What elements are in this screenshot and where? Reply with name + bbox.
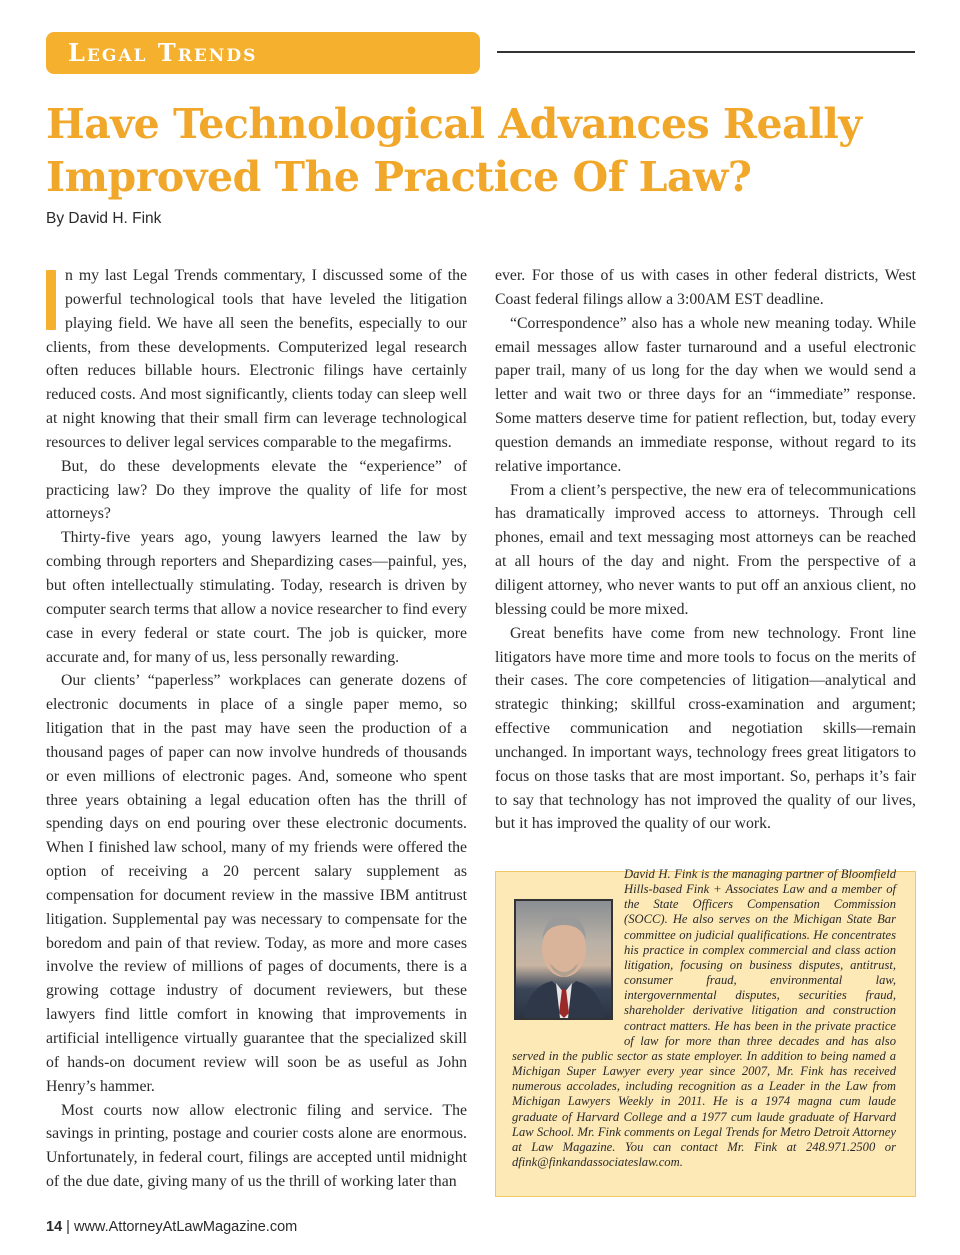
footer-separator: | (66, 1219, 70, 1235)
paragraph: Thirty-five years ago, young lawyers learned the law by combing through reporters and Shepardizing cases—painful, yes, but often intellectually stimulating. Today, research is driven by computer search terms that allow a novice researcher to find every case in every federal or state court. The job is quicker, more accurate and, for many of us, less personally rewarding. (46, 529, 467, 666)
paragraph: Most courts now allow electronic filing and service. The savings in printing, postage and courier costs alone are enormous. Unfortunately, in federal court, filings are accepted until midnight of the due date, giving many of us the thrill of working later than (46, 1101, 467, 1191)
paragraph: Great benefits have come from new technology. Front line litigators have more time and more tools to focus on the merits of their cases. The core competencies of litigation—analytical and strategic thinking; skillful cross-examination and argument; effective communication and negotiation skills—remain unchanged. In important ways, technology frees great litigators to focus on those tasks that are most important. So, perhaps it’s fair to say that technology has not improved the quality of our lives, but it has improved the quality of our work. (495, 624, 916, 833)
article-headline: Have Technological Advances Really Improved The Practice Of Law? (46, 100, 862, 201)
drop-cap-bar (46, 270, 56, 330)
bio-paragraph: David H. Fink is the managing partner of Bloomfield Hills-based Fink + Associates Law and a member of the State Officers Compensation Commission (SOCC). He also serves on the Michigan State Bar committee on judicial qualifications. He concentrates his practice in complex commercial and class action litigation, focusing on business disputes, antitrust, consumer fraud, environmental law, intergovernmental disputes, securities fraud, shareholder derivative litigation and construction contract matters. He has been in the private practice of law for more than three decades and has also served in the public sector as state employer. In addition to being named a Michigan Super Lawyer every year since 2007, Mr. Fink has received numerous accolades, including recognition as a Leader in the Law from Michigan Lawyers Weekly in 2011. He is a 1974 magna cum laude graduate of Harvard College and a 1977 cum laude graduate of Harvard Law School. Mr. Fink comments on Legal Trends for Metro Detroit Attorney at Law Magazine. You can contact Mr. Fink at 248.971.2500 or dfink@finkandassociateslaw.com. (512, 867, 896, 1169)
website-link[interactable]: www.AttorneyAtLawMagazine.com (73, 1219, 298, 1235)
paragraph-text: n my last Legal Trends commentary, I discussed some of the powerful technological tools that have leveled the litigation playing field. We have all seen the benefits, especially to our clients, from these developments. Computerized legal research often reduces billable hours. Electronic filings have certainly reduced costs. And most significantly, clients today can sleep well at night knowing that their small firm can leverage technological resources to deliver legal services comparable to the megafirms. (46, 267, 467, 451)
paragraph: But, do these developments elevate the “experience” of practicing law? Do they improve the quality of life for most attorneys? (46, 457, 467, 523)
page-number: 14 (46, 1219, 63, 1235)
right-column (495, 264, 916, 836)
section-tab (46, 32, 480, 74)
paragraph: From a client’s perspective, the new era of telecommunications has dramatically improved access to attorneys. Through cell phones, email and text messaging most attorneys can be reached at all hours of the day and night. From the perspective of a diligent attorney, who never wants to put off an anxious client, no blessing could be more mixed. (495, 481, 916, 618)
section-label: Legal Trends (68, 38, 258, 67)
paragraph: ever. For those of us with cases in other federal districts, West Coast federal filings allow a 3:00AM EST deadline. (495, 267, 916, 308)
author-bio-text (512, 867, 896, 1170)
page-footer (46, 1219, 297, 1235)
left-column (46, 264, 467, 1194)
paragraph (46, 264, 467, 455)
photo-wrap-spacer (512, 867, 624, 1043)
paragraph: Our clients’ “paperless” workplaces can generate dozens of electronic documents in place of a single paper memo, so litigation that in the past may have seen the production of a thousand pages of paper can now involve hundreds of thousands or even millions of electronic pages. And, someone who spent three years obtaining a legal education often has the thrill of spending days on end pouring over these electronic documents. When I finished law school, many of my friends were offered the option of receiving a 20 percent salary supplement as compensation for document review in the massive IBM antitrust litigation. Supplemental pay was necessary to compensate for the boredom and pain of that review. Today, as more and more cases involve the review of millions of pages of documents, there is a growing cottage industry of document reviewers, but these lawyers find little comfort in knowing that improvements in artificial intelligence virtually guarantee that the specialized skill of hands-on document review will soon be as useful as John Henry’s hammer. (46, 672, 467, 1095)
byline: By David H. Fink (46, 210, 162, 227)
paragraph: “Correspondence” also has a whole new meaning today. While email messages allow faster turnaround and a useful electronic paper trail, many of us long for the day when we would send a letter and wait two or three days for an “immediate” response. Some matters deserve time for patient reflection, but, today every question demands an immediate response, without regard to its relative importance. (495, 314, 916, 475)
header-rule (497, 51, 915, 53)
